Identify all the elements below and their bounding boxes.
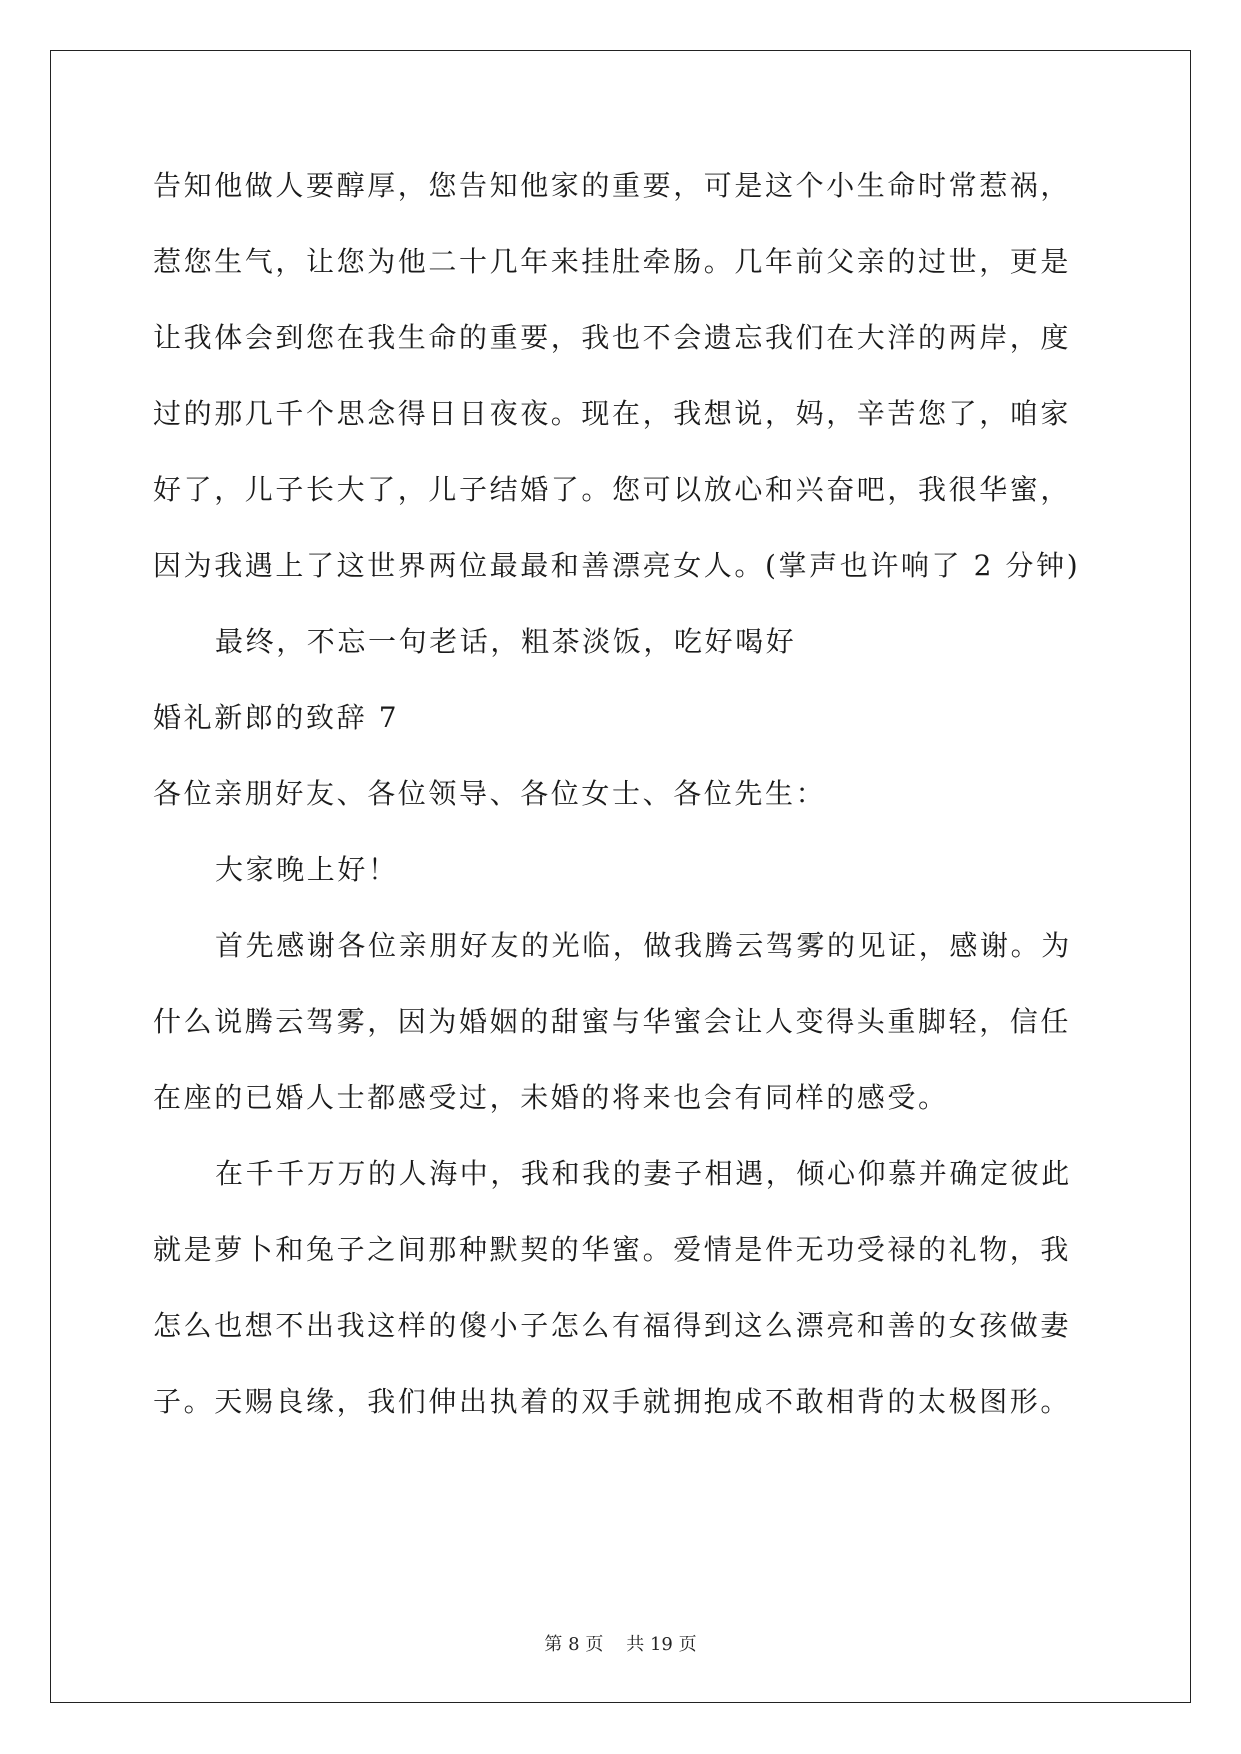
page-footer xyxy=(0,1630,1241,1656)
text-line: 惹您生气，让您为他二十几年来挂肚牵肠。几年前父亲的过世，更是 xyxy=(153,245,1072,278)
text-line: 在座的已婚人士都感受过，未婚的将来也会有同样的感受。 xyxy=(153,1081,949,1114)
text-line: 子。天赐良缘，我们伸出执着的双手就拥抱成不敢相背的太极图形。 xyxy=(153,1385,1072,1418)
text-line: 好了，儿子长大了，儿子结婚了。您可以放心和兴奋吧，我很华蜜， xyxy=(153,473,1072,506)
text-line: 就是萝卜和兔子之间那种默契的华蜜。爱情是件无功受禄的礼物，我 xyxy=(153,1233,1072,1266)
section-title: 婚礼新郎的致辞 7 xyxy=(153,701,400,734)
page-total: 共 19 页 xyxy=(626,1634,697,1655)
greeting: 大家晚上好！ xyxy=(215,853,399,886)
text-line: 什么说腾云驾雾，因为婚姻的甜蜜与华蜜会让人变得头重脚轻，信任 xyxy=(153,1005,1072,1038)
page-number: 第 8 页 xyxy=(544,1634,604,1655)
text-line: 首先感谢各位亲朋好友的光临，做我腾云驾雾的见证，感谢。为 xyxy=(215,929,1072,962)
text-line: 过的那几千个思念得日日夜夜。现在，我想说，妈，辛苦您了，咱家 xyxy=(153,397,1072,430)
text-line: 怎么也想不出我这样的傻小子怎么有福得到这么漂亮和善的女孩做妻 xyxy=(153,1309,1072,1342)
closing-line: 最终，不忘一句老话，粗茶淡饭，吃好喝好 xyxy=(215,625,797,658)
text-line: 让我体会到您在我生命的重要，我也不会遗忘我们在大洋的两岸，度 xyxy=(153,321,1072,354)
salutation: 各位亲朋好友、各位领导、各位女士、各位先生： xyxy=(153,777,827,810)
text-line: 因为我遇上了这世界两位最最和善漂亮女人。(掌声也许响了 2 分钟) xyxy=(153,549,1081,582)
text-line: 在千千万万的人海中，我和我的妻子相遇，倾心仰慕并确定彼此 xyxy=(215,1157,1072,1190)
text-line: 告知他做人要醇厚，您告知他家的重要，可是这个小生命时常惹祸， xyxy=(153,169,1072,202)
document-body xyxy=(153,148,1093,1440)
